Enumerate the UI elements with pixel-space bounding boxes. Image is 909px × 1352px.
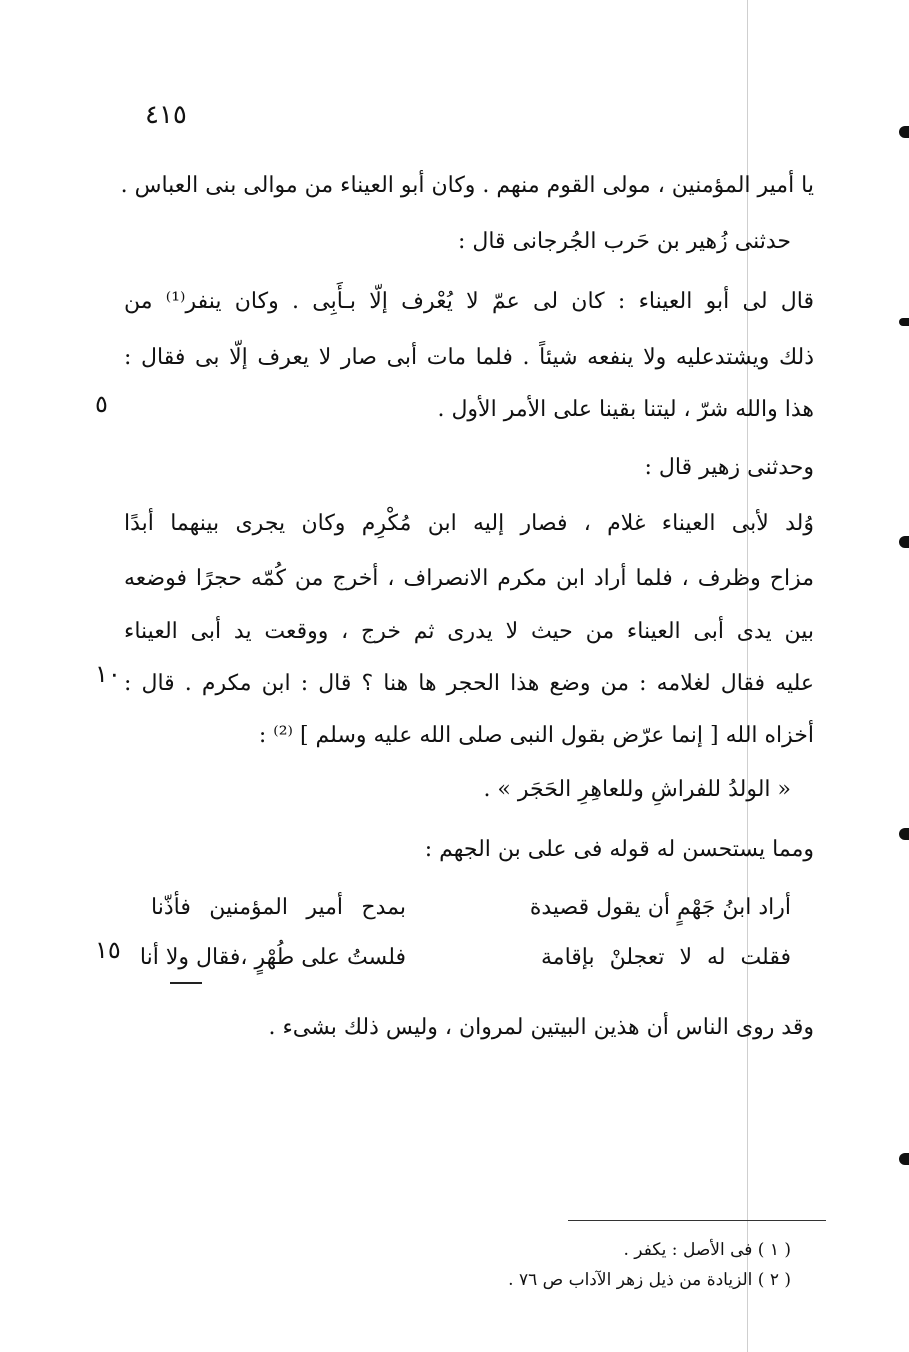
footnote: ( ٢ ) الزيادة من ذيل زهر الآداب ص ٧٦ . bbox=[508, 1270, 791, 1290]
text-line: ومما يستحسن له قوله فى على بن الجهم : bbox=[424, 837, 814, 862]
verse-first-hemistich: فقلت له لا تعجلنْ بإقامة bbox=[541, 945, 791, 970]
footnote: ( ١ ) فى الأصل : يكفر . bbox=[623, 1240, 791, 1260]
text-line: يا أمير المؤمنين ، مولى القوم منهم . وكان أبو العيناء من موالى بنى العباس . bbox=[120, 173, 814, 198]
text-line: عليه فقال لغلامه : من وضع هذا الحجر ها هنا ؟ قال : ابن مكرم . قال : bbox=[124, 671, 814, 696]
text-line: ذلك ويشتدعليه ولا ينفعه شيئاً . فلما مات أبى صار لا يعرف إلّا بى فقال : bbox=[124, 345, 814, 370]
footnote-separator bbox=[568, 1220, 826, 1221]
text-line: مزاح وظرف ، فلما أراد ابن مكرم الانصراف ، أخرج من كُمّه حجرًا فوضعه bbox=[124, 566, 814, 591]
text-line: حدثنى زُهير بن حَرب الجُرجانى قال : bbox=[457, 229, 791, 254]
text-line: قال لى أبو العيناء : كان لى عمّ لا يُعْرف إلّا بـأَبِى . وكان ينفر⁽¹⁾ من bbox=[124, 289, 814, 314]
text-line: هذا والله شرّ ، ليتنا بقينا على الأمر الأول . bbox=[437, 397, 814, 422]
verse-second-hemistich: بمدح أمير المؤمنين فأذّنا bbox=[151, 895, 406, 920]
text-line: أخزاه الله [ إنما عرّض بقول النبى صلى الله عليه وسلم ] ⁽²⁾ : bbox=[258, 723, 814, 748]
page-number: ٤١٥ bbox=[145, 100, 187, 130]
verse-second-hemistich: فلستُ على طُهْرٍ ،فقال ولا أنا bbox=[139, 945, 406, 970]
edge-mark-icon bbox=[899, 536, 909, 548]
text-line: وحدثنى زهير قال : bbox=[644, 455, 814, 480]
underline-mark bbox=[170, 982, 202, 984]
verse-first-hemistich: أراد ابنُ جَهْمٍ أن يقول قصيدة bbox=[529, 895, 791, 920]
poem-verse bbox=[151, 886, 791, 930]
line-number-15: ١٥ bbox=[95, 936, 121, 964]
poem-verse bbox=[139, 936, 791, 980]
edge-mark-icon bbox=[899, 1153, 909, 1165]
edge-mark-icon bbox=[899, 828, 909, 840]
edge-mark-icon bbox=[899, 318, 909, 326]
text-line: بين يدى أبى العيناء من حيث لا يدرى ثم خرج ، ووقعت يد أبى العيناء bbox=[124, 619, 814, 644]
text-line: وُلد لأبى العيناء غلام ، فصار إليه ابن مُكْرِم وكان يجرى بينهما أبدًا bbox=[124, 511, 814, 536]
text-line: وقد روى الناس أن هذين البيتين لمروان ، وليس ذلك بشىء . bbox=[268, 1015, 814, 1040]
edge-mark-icon bbox=[899, 126, 909, 138]
text-line: « الولدُ للفراشِ وللعاهِرِ الحَجَر » . bbox=[483, 777, 791, 802]
line-number-10: ١٠ bbox=[95, 660, 121, 688]
line-number-5: ٥ bbox=[95, 390, 108, 418]
